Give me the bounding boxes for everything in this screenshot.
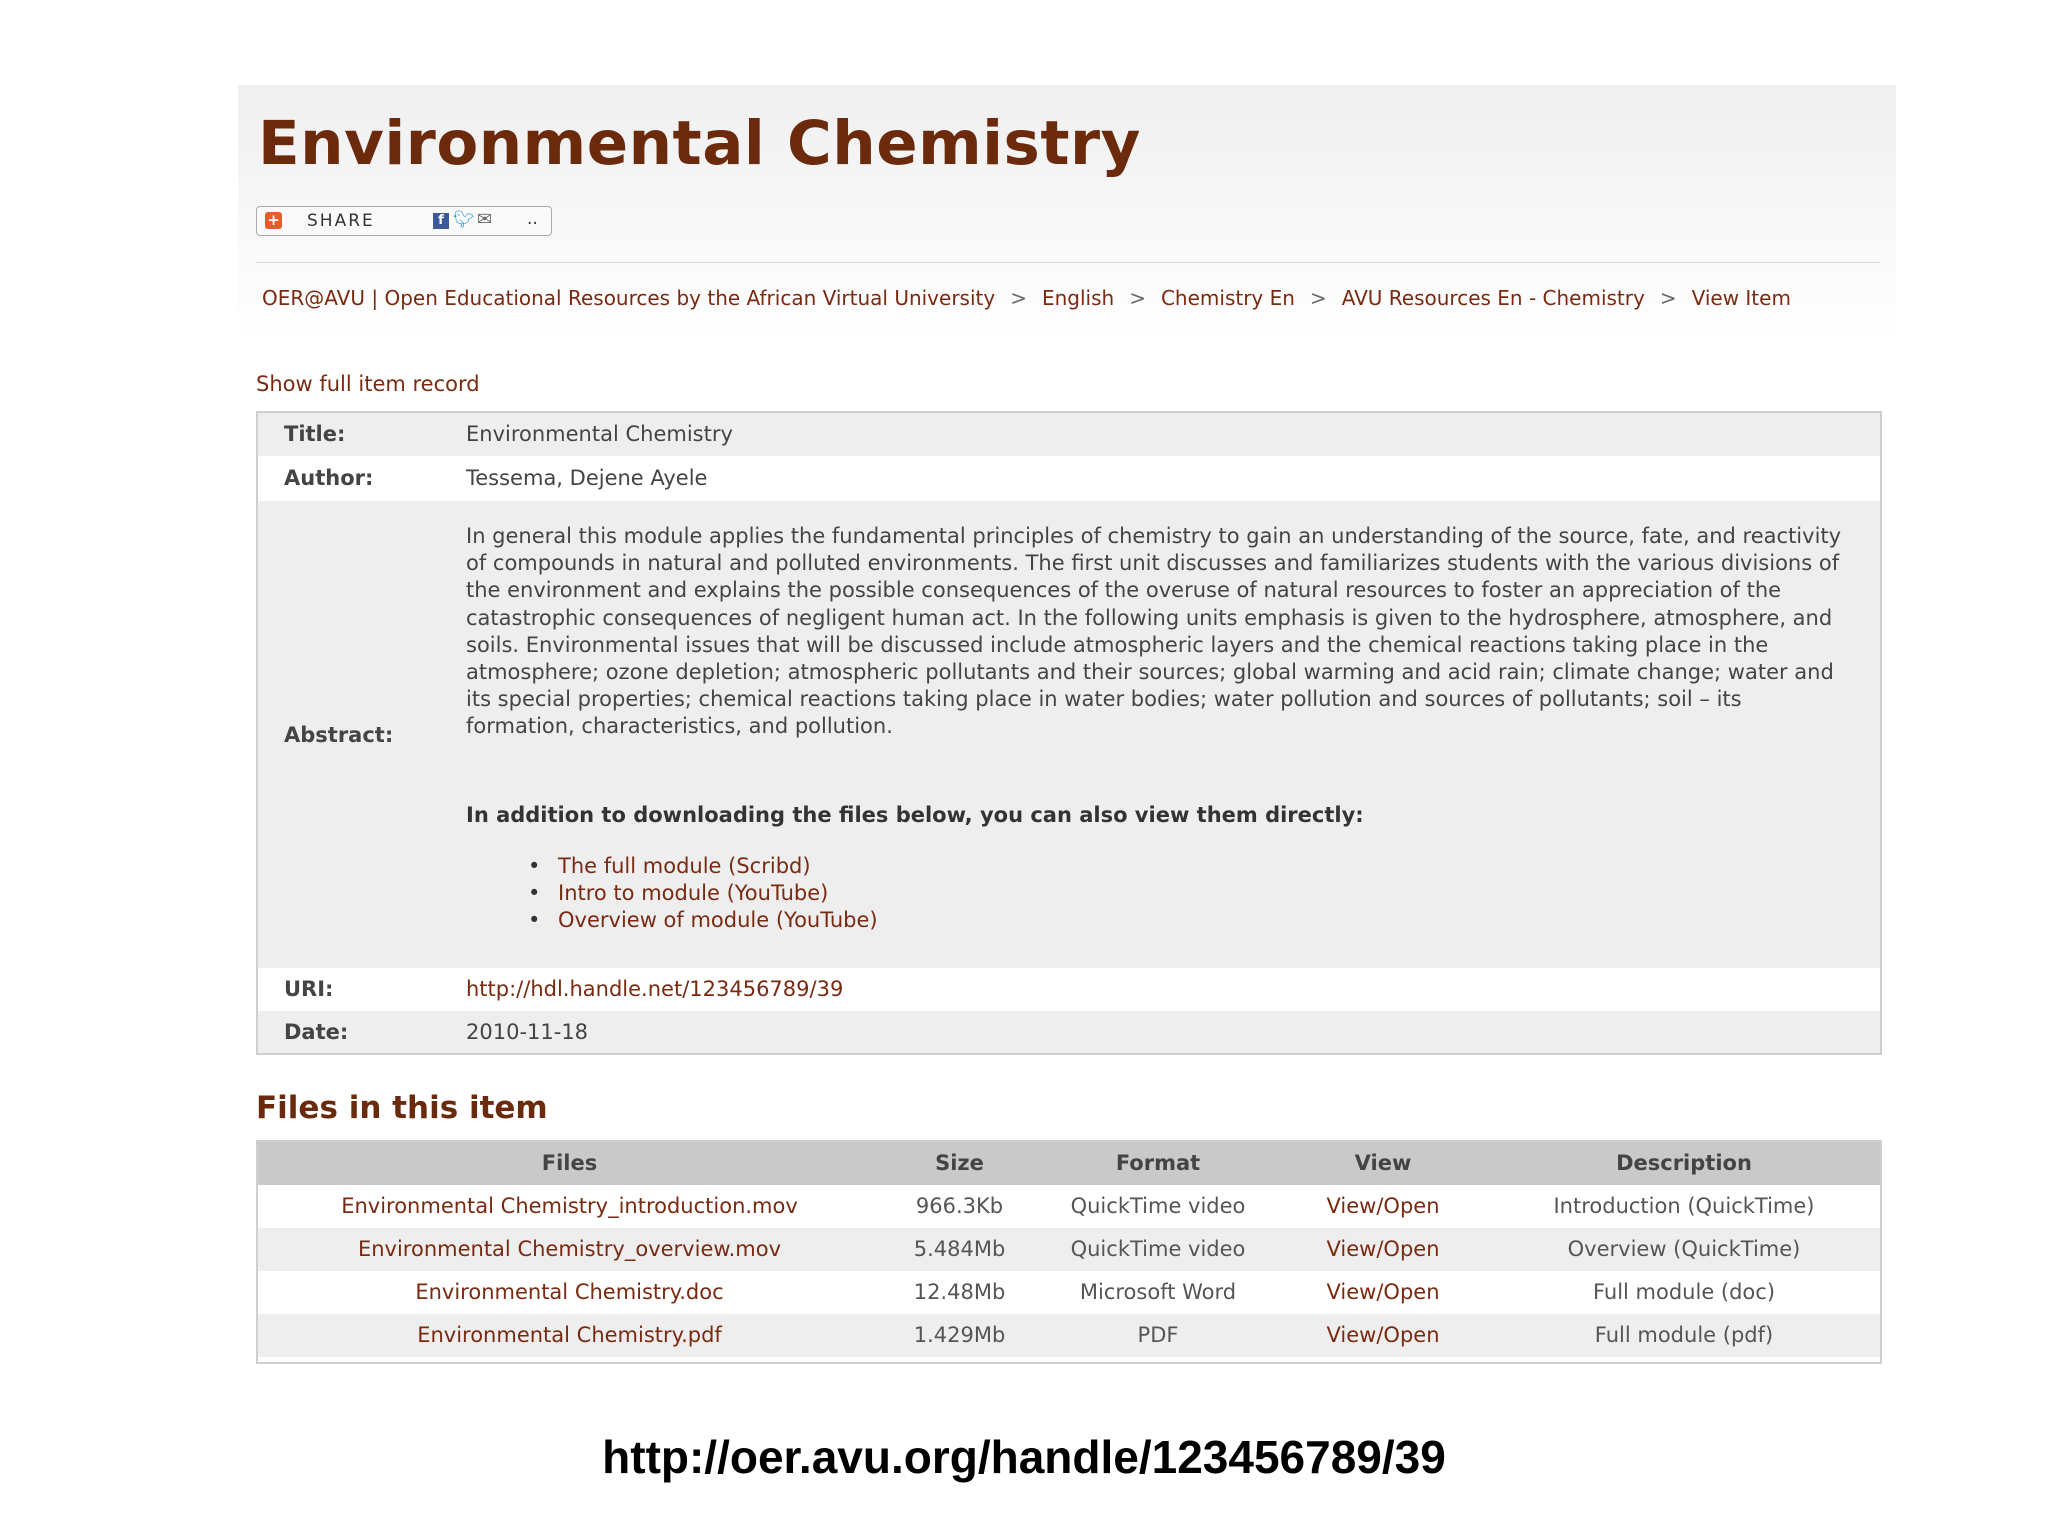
column-header-size: Size (935, 1151, 984, 1175)
author-row (258, 456, 1880, 501)
view-links-list (528, 853, 878, 934)
title-label: Title: (284, 422, 346, 446)
file-size: 5.484Mb (913, 1237, 1006, 1261)
breadcrumb-separator: > (1659, 286, 1677, 310)
files-heading: Files in this item (256, 1090, 548, 1126)
file-description: Overview (QuickTime) (1567, 1237, 1801, 1261)
column-header-format: Format (1115, 1151, 1201, 1175)
table-row (258, 1271, 1880, 1314)
file-description: Full module (pdf) (1594, 1323, 1774, 1347)
file-name-link[interactable]: Environmental Chemistry.pdf (417, 1323, 722, 1347)
divider (256, 262, 1880, 263)
title-row (258, 413, 1880, 456)
uri-label: URI: (284, 977, 334, 1001)
breadcrumb-separator: > (1129, 286, 1146, 310)
file-format: QuickTime video (1070, 1237, 1246, 1261)
abstract-text: In general this module applies the fundamental principles of chemistry to gain an understanding of the source, fate, and reactivity of compounds in natural and polluted environments. The first unit discusses and familiarizes students with the various divisions of the environment and explains the possible consequences of the overuse of natural resources to foster an appreciation of the catastrophic consequences of negligent human act. In the following units emphasis is given to the hydrosphere, atmosphere, and soils. Environmental issues that will be discussed include atmospheric layers and the chemical reactions taking place in the atmosphere; ozone depletion; atmospheric pollutants and their sources; global warming and acid rain; climate change; water and its special properties; chemical reactions taking place in water bodies; water pollution and sources of pollutants; soil – its formation, characteristics, and pollution. (466, 524, 1842, 739)
also-view-heading: In addition to downloading the files below, you can also view them directly: (466, 803, 1364, 827)
file-name-link[interactable]: Environmental Chemistry_overview.mov (357, 1237, 782, 1261)
view-open-link[interactable]: View/Open (1326, 1280, 1440, 1304)
uri-row (258, 968, 1880, 1011)
file-size: 1.429Mb (913, 1323, 1006, 1347)
scribd-link[interactable]: The full module (Scribd) (558, 854, 811, 878)
abstract-label: Abstract: (284, 723, 394, 747)
email-icon[interactable]: ✉ (477, 209, 493, 230)
share-plus-icon: + (265, 212, 282, 229)
title-value: Environmental Chemistry (466, 422, 733, 446)
breadcrumb-current: View Item (1691, 286, 1791, 310)
file-description: Introduction (QuickTime) (1553, 1194, 1815, 1218)
column-header-description: Description (1616, 1151, 1752, 1175)
breadcrumb-separator: > (1309, 286, 1327, 310)
page-title: Environmental Chemistry (258, 108, 1141, 179)
view-open-link[interactable]: View/Open (1326, 1323, 1440, 1347)
uri-link[interactable]: http://hdl.handle.net/123456789/39 (466, 977, 844, 1001)
source-url: http://oer.avu.org/handle/123456789/39 (602, 1431, 1446, 1483)
files-table-header (258, 1142, 1880, 1185)
breadcrumb-home[interactable]: OER@AVU | Open Educational Resources by the African Virtual University (262, 286, 996, 310)
item-metadata-table (256, 411, 1882, 1055)
facebook-icon[interactable]: f (433, 213, 449, 229)
breadcrumb-separator: > (1010, 286, 1027, 310)
breadcrumb-chemistry[interactable]: Chemistry En (1160, 286, 1295, 310)
view-open-link[interactable]: View/Open (1326, 1237, 1440, 1261)
list-item[interactable]: • Intro to module (YouTube) (528, 881, 829, 905)
intro-youtube-link[interactable]: Intro to module (YouTube) (558, 881, 829, 905)
column-header-view: View (1354, 1151, 1412, 1175)
file-description: Full module (doc) (1592, 1280, 1776, 1304)
list-item[interactable]: • Overview of module (YouTube) (528, 908, 878, 932)
file-format: PDF (1137, 1323, 1179, 1347)
column-header-files: Files (541, 1151, 598, 1175)
date-row (258, 1011, 1880, 1053)
twitter-icon[interactable]: 🐦︎ (453, 210, 475, 230)
list-item[interactable]: • The full module (Scribd) (528, 854, 811, 878)
breadcrumb-english[interactable]: English (1041, 286, 1115, 310)
file-size: 12.48Mb (913, 1280, 1006, 1304)
show-full-record-link[interactable]: Show full item record (256, 372, 480, 396)
file-size: 966.3Kb (915, 1194, 1004, 1218)
files-table (256, 1140, 1882, 1364)
author-value: Tessema, Dejene Ayele (466, 466, 708, 490)
table-row (258, 1228, 1880, 1271)
share-label: SHARE (307, 211, 375, 231)
share-button[interactable] (256, 206, 552, 236)
share-more[interactable]: .. (527, 209, 538, 229)
date-label: Date: (284, 1020, 349, 1044)
view-open-link[interactable]: View/Open (1326, 1194, 1440, 1218)
breadcrumb-avu-resources[interactable]: AVU Resources En - Chemistry (1341, 286, 1645, 310)
date-value: 2010-11-18 (466, 1020, 589, 1044)
file-name-link[interactable]: Environmental Chemistry_introduction.mov (341, 1194, 798, 1218)
table-row (258, 1185, 1880, 1228)
overview-youtube-link[interactable]: Overview of module (YouTube) (558, 908, 878, 932)
file-format: QuickTime video (1070, 1194, 1246, 1218)
table-row (258, 1314, 1880, 1357)
breadcrumb (262, 278, 1862, 318)
file-name-link[interactable]: Environmental Chemistry.doc (415, 1280, 724, 1304)
file-format: Microsoft Word (1079, 1280, 1237, 1304)
author-label: Author: (284, 466, 374, 490)
